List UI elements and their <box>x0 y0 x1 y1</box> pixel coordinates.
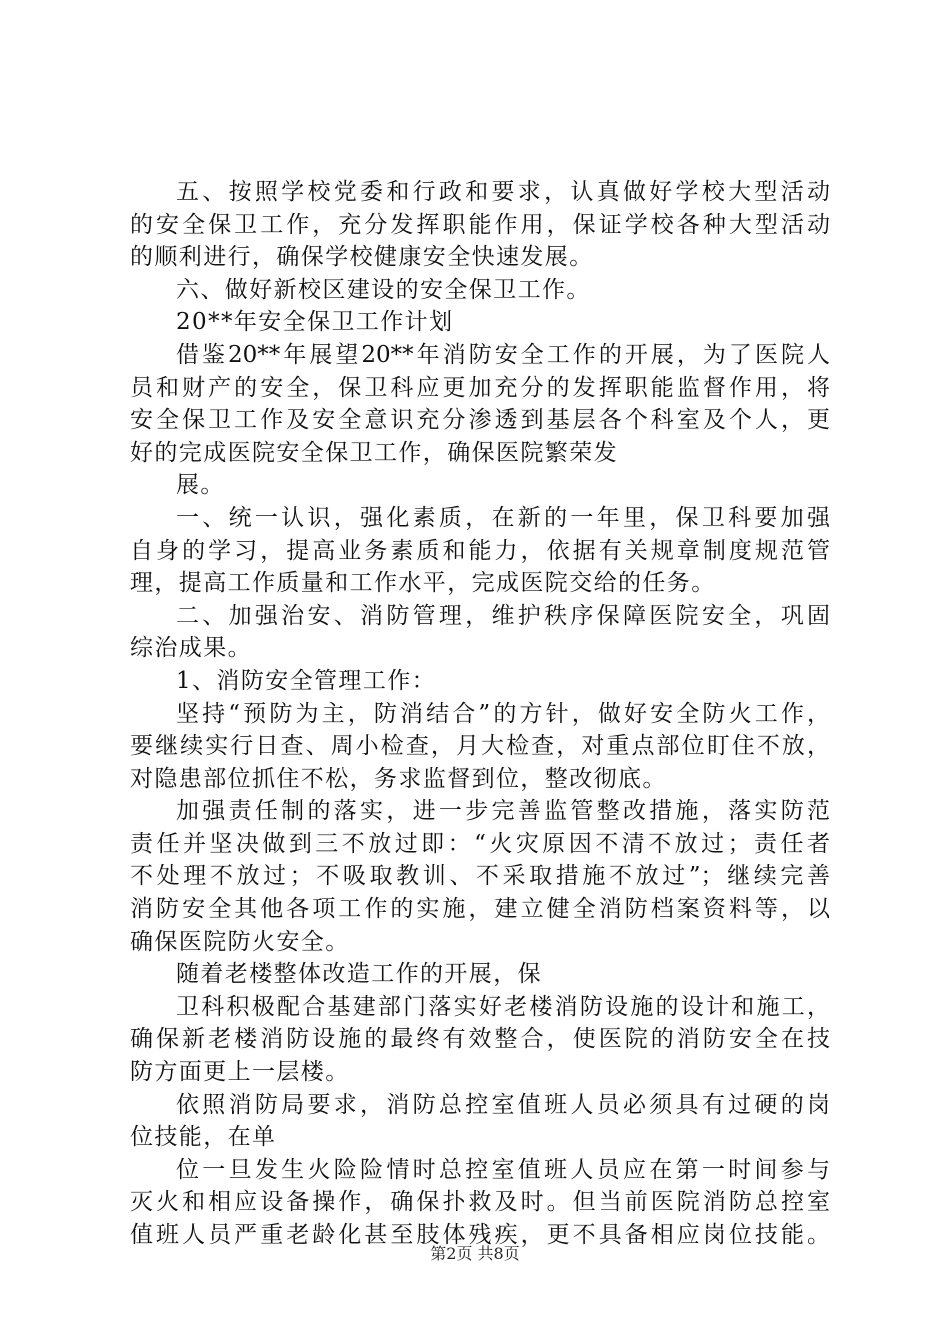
paragraph-line: 消防安全其他各项工作的实施，建立健全消防档案资料等，以 <box>130 896 830 923</box>
paragraph-line: 五、按照学校党委和行政和要求，认真做好学校大型活动 <box>176 179 830 205</box>
paragraph-line: 依照消防局要求，消防总控室值班人员必须具有过硬的岗 <box>176 1091 830 1118</box>
paragraph-line: 确保医院防火安全。 <box>130 928 350 955</box>
paragraph-line: 好的完成医院安全保卫工作，确保医院繁荣发 <box>130 439 618 466</box>
paragraph-line: 随着老楼整体改造工作的开展，保 <box>176 961 542 988</box>
paragraph-line: 的顺利进行，确保学校健康安全快速发展。 <box>130 244 594 271</box>
paragraph-line: 要继续实行日查、周小检查，月大检查，对重点部位盯住不放， <box>130 733 830 760</box>
paragraph-line: 不处理不放过；不吸取教训、不采取措施不放过”；继续完善 <box>130 863 830 890</box>
paragraph-line: 展。 <box>176 472 225 499</box>
paragraph-line: 坚持“预防为主，防消结合”的方针，做好安全防火工作， <box>176 700 830 727</box>
paragraph-line: 理，提高工作质量和工作水平，完成医院交给的任务。 <box>130 570 716 597</box>
paragraph-line: 对隐患部位抓住不松，务求监督到位，整改彻底。 <box>130 765 667 792</box>
paragraph-line: 综治成果。 <box>130 635 252 662</box>
paragraph-line: 员和财产的安全，保卫科应更加充分的发挥职能监督作用，将 <box>130 374 830 401</box>
paragraph-line: 借鉴20**年展望20**年消防安全工作的开展，为了医院人 <box>176 341 830 368</box>
paragraph-line: 防方面更上一层楼。 <box>130 1059 350 1086</box>
subsection-heading: 1、消防安全管理工作： <box>176 667 437 694</box>
paragraph-line: 确保新老楼消防设施的最终有效整合，使医院的消防安全在技 <box>130 1026 830 1053</box>
page-number-footer: 第2页 共8页 <box>430 1244 520 1263</box>
paragraph-line: 位一旦发生火险险情时总控室值班人员应在第一时间参与 <box>176 1156 830 1183</box>
section-heading: 20**年安全保卫工作计划 <box>176 309 454 336</box>
paragraph-line: 自身的学习，提高业务素质和能力，依据有关规章制度规范管 <box>130 537 830 564</box>
document-body <box>130 176 830 1252</box>
paragraph-line: 责任并坚决做到三不放过即：“火灾原因不清不放过；责任者 <box>130 830 830 857</box>
paragraph-line: 安全保卫工作及安全意识充分渗透到基层各个科室及个人，更 <box>130 407 830 434</box>
paragraph-line: 值班人员严重老龄化甚至肢体残疾，更不具备相应岗位技能。 <box>130 1222 830 1248</box>
paragraph-line: 的安全保卫工作，充分发挥职能作用，保证学校各种大型活动 <box>130 211 830 238</box>
paragraph-line: 卫科积极配合基建部门落实好老楼消防设施的设计和施工， <box>176 993 830 1020</box>
paragraph-line: 加强责任制的落实，进一步完善监管整改措施，落实防范 <box>176 798 830 825</box>
paragraph-line: 位技能，在单 <box>130 1124 277 1151</box>
paragraph-line: 一、统一认识，强化素质，在新的一年里，保卫科要加强 <box>176 504 830 531</box>
paragraph-line: 二、加强治安、消防管理，维护秩序保障医院安全，巩固 <box>176 602 830 629</box>
paragraph-line: 六、做好新校区建设的安全保卫工作。 <box>176 276 591 303</box>
paragraph-line: 灭火和相应设备操作，确保扑救及时。但当前医院消防总控室 <box>130 1189 830 1216</box>
